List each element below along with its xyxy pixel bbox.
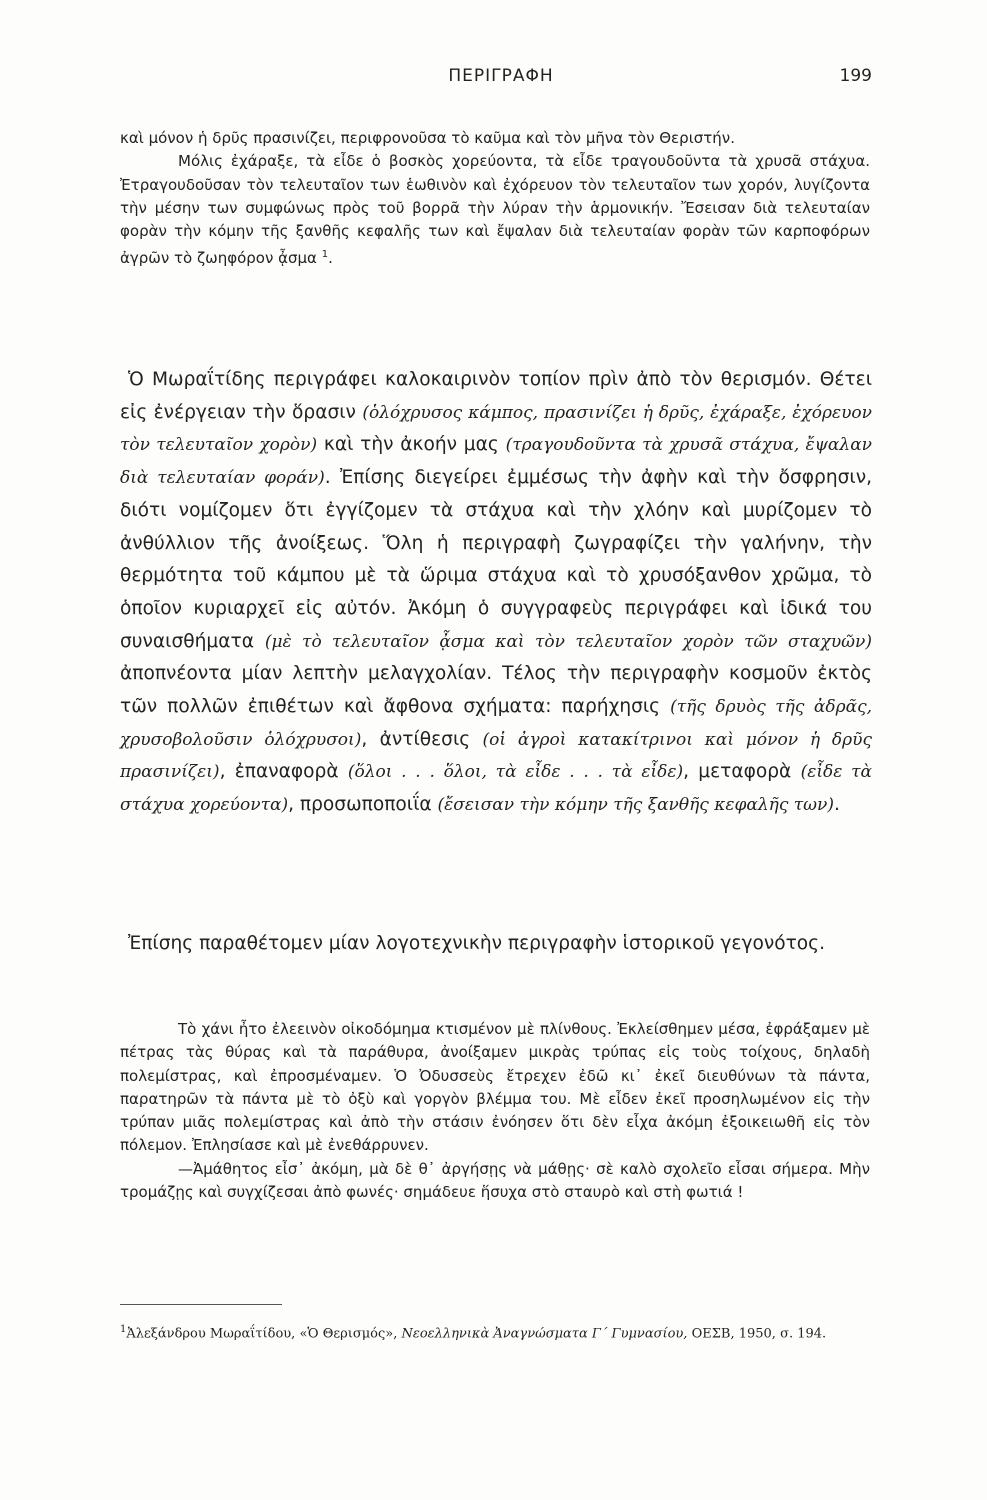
quoted-excerpt-history [120,1018,870,1204]
page-number: 199 [839,66,872,86]
excerpt-paragraph: καὶ μόνον ἡ δρῦς πρασινίζει, περιφρονοῦσα τὸ καῦμα καὶ τὸν μῆνα τὸν Θεριστήν. [120,129,735,147]
footnote: $^1$Ἀλεξάνδρου Μωραΐτίδου, «Ὁ Θερισμός», Νεοελληνικὰ Ἀναγνώσματα Γ΄ Γυμνασίου, ΟΕΣΒ, 1950, σ. 194. [120,1324,827,1342]
footnote-reference[interactable]: 1 [321,249,329,261]
excerpt-paragraph: —Ἀμάθητος εἶσ᾽ ἀκόμη, μὰ δὲ θ᾽ ἀργήσῃς νὰ μάθῃς· σὲ καλὸ σχολεῖο εἶσαι σήμερα. Μὴν τρομάζῃς καὶ συγχίζεσαι ἀπὸ φωνές· σημάδευε ἥσυχα στὸ σταυρὸ καὶ στὴ φωτιά ! [120,1159,870,1202]
footnote-divider [120,1304,282,1305]
intro-paragraph: Ἐπίσης παραθέτομεν μίαν λογοτεχνικὴν περιγραφὴν ἱστορικοῦ γεγονότος. [128,933,826,954]
running-title: ΠΕΡΙΓΡΑΦΗ [448,66,554,86]
commentary-paragraph: Ὁ Μωραΐτίδης περιγράφει καλοκαιρινὸν τοπίον πρὶν ἀπὸ τὸν θερισμόν. Θέτει εἰς ἐνέργειαν τὴν ὅρασιν (ὁλόχρυσος κάμπος, πρασινίζει ἡ δρῦς, ἐχάραξε, ἐχόρευον τὸν τελευταῖον χορὸν) καὶ τὴν ἀκοήν μας (τραγουδοῦντα τὰ χρυσᾶ στάχυα, ἔψαλαν διὰ τελευταίαν φοράν). Ἐπίσης διεγείρει ἐμμέσως τὴν ἀφὴν καὶ τὴν ὄσφρησιν, διότι νομίζομεν ὅτι ἐγγίζομεν τὰ στάχυα καὶ τὴν χλόην καὶ μυρίζομεν τὸ ἀνθύλλιον τῆς ἀνοίξεως. Ὅλη ἡ περιγραφὴ ζωγραφίζει τὴν γαλήνην, τὴν θερμότητα τοῦ κάμπου μὲ τὰ ὥριμα στάχυα καὶ τὸ χρυσόξανθον χρῶμα, τὸ ὁποῖον κυριαρχεῖ εἰς αὐτόν. Ἀκόμη ὁ συγγραφεὺς περιγράφει καὶ ἰδικά του συναισθήματα (μὲ τὸ τελευταῖον ᾆσμα καὶ τὸν τελευταῖον χορὸν τῶν σταχυῶν) ἀποπνέοντα μίαν λεπτὴν μελαγχολίαν. Τέλος τὴν περιγραφὴν κοσμοῦν ἐκτὸς τῶν πολλῶν ἐπιθέτων καὶ ἄφθονα σχήματα: παρήχησις (τῆς δρυὸς τῆς ἀδρᾶς, χρυσοβολοῦσιν ὁλόχρυσοι), ἀντίθεσις (οἱ ἀγροὶ κατακίτρινοι καὶ μόνον ἡ δρῦς πρασινίζει), ἐπαναφορὰ (ὅλοι . . . ὅλοι, τὰ εἶδε . . . τὰ εἶδε), μεταφορὰ (εἶδε τὰ στάχυα χορεύοντα), προσωποποιΐα (ἔσεισαν τὴν κόμην τῆς ξανθῆς κεφαλῆς των). [120,369,873,816]
footnote-mark: 1 [120,1324,127,1335]
excerpt-paragraph: Τὸ χάνι ἦτο ἐλεεινὸν οἰκοδόμημα κτισμένον μὲ πλίνθους. Ἐκλείσθημεν μέσα, ἐφράξαμεν μὲ πέτρας τὰς θύρας καὶ τὰ παράθυρα, ἀνοίξαμεν μικρὰς τρύπας εἰς τοὺς τοίχους, δηλαδὴ πολεμίστρας, καὶ ἐπροσμέναμεν. Ὁ Ὀδυσσεὺς ἔτρεχεν ἐδῶ κι᾽ ἐκεῖ διευθύνων τὰ πάντα, παρατηρῶν τὰ πάντα μὲ τὸ ὀξὺ καὶ γοργὸν βλέμμα του. Μὲ εἶδεν ἐκεῖ προσηλωμένον εἰς τὴν τρύπαν μιᾶς πολεμίστρας καὶ ἀπὸ τὴν στάσιν ἐνόησεν ὅτι δὲν εἶχα ἀκόμη ἐξοικειωθῆ εἰς τὸν πόλεμον. Ἐπλησίασε καὶ μὲ ἐνεθάρρυνεν. [120,1020,870,1155]
quoted-excerpt-harvest [120,127,870,271]
excerpt-paragraph: Μόλις ἐχάραξε, τὰ εἶδε ὁ βοσκὸς χορεύοντα, τὰ εἶδε τραγουδοῦντα τὰ χρυσᾶ στάχυα. Ἐτραγουδοῦσαν τὸν τελευταῖον των ἑωθινὸν καὶ ἐχόρευον τὸν τελευταῖον των χορόν, λυγίζοντα τὴν μέσην των συμφώνως πρὸς τοῦ βορρᾶ τὴν λύραν τὴν ἁρμονικήν. Ἔσεισαν διὰ τελευταίαν φορὰν τὴν κόμην τῆς ξανθῆς κεφαλῆς των καὶ ἔψαλαν διὰ τελευταίαν φορὰν τῶν καρποφόρων ἀγρῶν τὸ ζωηφόρον ᾆσμα $^1$. [120,152,870,268]
running-header [130,66,872,92]
